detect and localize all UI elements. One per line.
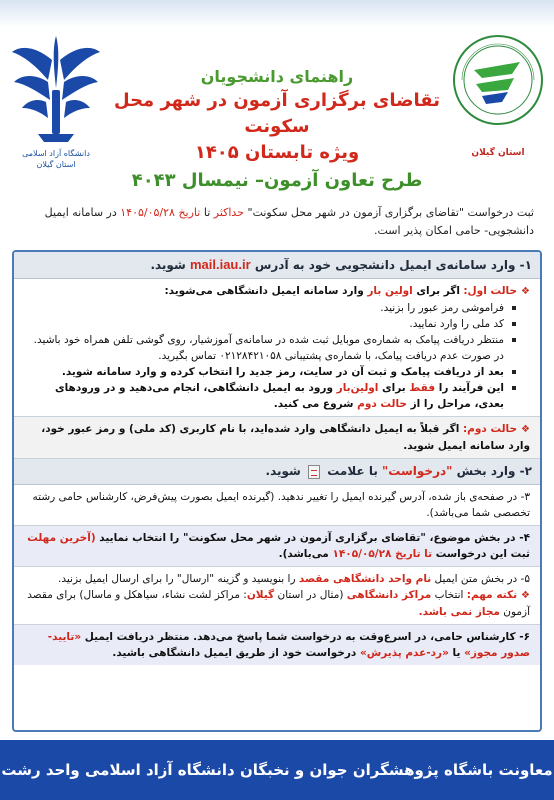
note-hl2: گیلان (246, 589, 275, 601)
page-title-plan: طرح تعاون آزمون– نیمسال ۴۰۴۳ (131, 170, 423, 191)
diamond-bullet-icon: ❖ (521, 286, 530, 297)
step-4-hl2: تا تاریخ ۱۴۰۵/۰۵/۲۸ (332, 548, 433, 560)
mail-link[interactable]: mail.iau.ir (189, 257, 251, 272)
intro-deadline-label: حداکثر (213, 206, 245, 219)
list-item: فراموشی رمز عبور را بزنید. (24, 300, 516, 316)
step-6-hl2: «رد-عدم پذیرش» (359, 647, 449, 659)
step-5-hl3: حالت دوم (357, 398, 407, 410)
diamond-bullet-icon: ❖ (521, 590, 530, 601)
intro-text-2: تا (200, 206, 214, 219)
header (0, 0, 554, 191)
step-3-text: ۳- در صفحه‌ی باز شده، آدرس گیرنده ایمیل را تغییر ندهید. (گیرنده ایمیل بصورت پیش‌فرض، کارشناس حامی رشته تخصصی شما می‌باشد). (32, 491, 530, 519)
diamond-bullet-icon: ❖ (521, 424, 530, 435)
page-title-season: ویژه تابستان ۱۴۰۵ (194, 142, 360, 163)
steps-box (12, 250, 542, 732)
list-item (24, 380, 516, 412)
step-2-heading (14, 459, 540, 485)
step-6-hl1: «تایید-صدور مجوز» (47, 631, 530, 659)
title-block (110, 66, 444, 194)
list-item: بعد از دریافت پیامک و ثبت آن در سایت، رمز جدید را انتخاب کرده و وارد سامانه شوید. (24, 364, 516, 380)
step-5-text-post: را بنویسید و گزینه "ارسال" را برای ارسال ایمیل بزنید. (58, 573, 299, 585)
step-5-text-hl: نام واحد دانشگاهی مقصد (298, 573, 432, 585)
step-5-mid: برای (378, 382, 410, 394)
note-mid: (مثال در استان (274, 589, 347, 601)
step-4-post: می‌باشد). (278, 548, 333, 560)
step-1-case-1 (14, 279, 540, 417)
note-hl: مراکز دانشگاهی (346, 589, 432, 601)
step-5-text-pre: ۵- در بخش متن ایمیل (431, 573, 530, 585)
step-1-heading-text: ۱- وارد سامانه‌ی ایمیل دانشجویی خود به آدرس (254, 258, 532, 272)
step-2-hl: "درخواست" (382, 464, 453, 478)
step-3 (14, 485, 540, 526)
intro-paragraph (14, 204, 534, 240)
case-2-text: اگر قبلاً به ایمیل دانشگاهی وارد شده‌اید، با نام کاربری (کد ملی) و رمز عبور خود، وارد سامانه ایمیل شوید. (41, 423, 530, 452)
note-title: نکته مهم: (466, 589, 518, 601)
intro-date: تاریخ ۱۴۰۵/۰۵/۲۸ (120, 206, 201, 219)
club-logo-caption: استان گیلان (471, 148, 525, 158)
step-4-hl1: (آخرین مهلت (27, 532, 96, 544)
step-1-heading (14, 252, 540, 279)
case-1-hl: اولین بار (367, 285, 413, 297)
case-1-title: حالت اول: (463, 285, 518, 297)
list-item: منتظر دریافت پیامک به شماره‌ی موبایل ثبت شده در سامانه‌ی آموزشیار، روی گوشی تلفن همراه خود باشید. در صورت عدم دریافت پیامک، با شماره‌ی پشتیبانی ۰۲۱۲۸۴۲۱۰۵۸ تماس بگیرید. (24, 332, 516, 364)
case-1-steps (24, 300, 530, 412)
step-4 (14, 526, 540, 567)
footer-banner: معاونت باشگاه پژوهشگران جوان و نخبگان دانشگاه آزاد اسلامی واحد رشت (0, 740, 554, 800)
club-logo (452, 34, 544, 166)
step-6 (14, 625, 540, 665)
case-2-title: حالت دوم: (462, 423, 518, 435)
note-pre: انتخاب (431, 589, 467, 601)
step-2-mid: با علامت (323, 464, 383, 478)
iau-logo (8, 30, 104, 180)
step-4-pre: ۴- در بخش موضوع، "تقاضای برگزاری آزمون در شهر محل سکونت" را انتخاب نمایید (95, 532, 530, 544)
step-1-heading-end: شوید. (150, 258, 186, 272)
step-1-case-2 (14, 417, 540, 459)
step-5 (14, 567, 540, 625)
step-5-post: شروع می کنید. (273, 398, 358, 410)
note-hl3: مجاز نمی باشد. (418, 606, 500, 618)
note-mid2: : مراکز لشت نشاء، سیاهکل و ماسال) برای مقصد آزمون (27, 589, 530, 618)
step-2-pre: ۲- وارد بخش (452, 464, 532, 478)
intro-text-1: ثبت درخواست "تقاضای برگزاری آزمون در شهر محل سکونت" (244, 206, 534, 219)
page-subtitle: راهنمای دانشجویان (200, 67, 354, 86)
page-title: تقاضای برگزاری آزمون در شهر محل سکونت (114, 90, 440, 137)
step-6-post: درخواست خود از طریق ایمیل دانشگاهی باشید. (112, 647, 360, 659)
step-5-hl2: اولین‌بار (336, 382, 379, 394)
iau-logo-text: دانشگاه آزاد اسلامی استان گیلان (22, 149, 90, 169)
request-doc-icon (308, 465, 320, 479)
case-1-pre: اگر برای (412, 285, 461, 297)
iau-logo-icon (8, 30, 104, 148)
step-6-pre: ۶- کارشناس حامی، در اسرع‌وقت به درخواست شما پاسخ می‌دهد. منتظر دریافت ایمیل (81, 631, 530, 643)
step-5-hl1: فقط (409, 382, 436, 394)
step-2-post: شوید. (265, 464, 306, 478)
step-5-pre: این فرآیند را (435, 382, 504, 394)
step-6-mid: یا (448, 647, 465, 659)
intro-text-3: در سامانه ایمیل دانشجویی- حامی امکان پذیر است. (44, 206, 534, 237)
list-item: کد ملی را وارد نمایید. (24, 316, 516, 332)
step-5-mid2: ورود به ایمیل دانشگاهی، انجام می‌دهید و در ورودهای بعدی، مراحل را از (54, 382, 504, 410)
case-1-post: وارد سامانه ایمیل دانشگاهی می‌شوید: (164, 285, 368, 297)
club-logo-icon (452, 34, 544, 146)
step-4-mid: ثبت این درخواست (432, 548, 530, 560)
